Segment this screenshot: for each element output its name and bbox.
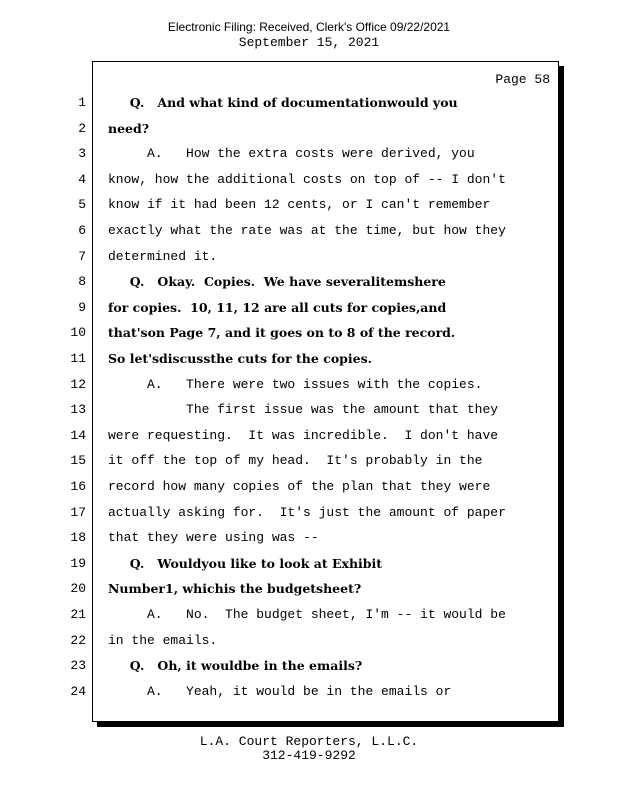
transcript-line [0, 298, 618, 318]
line-text: that'son Page 7, and it goes on to 8 of the record. [108, 325, 456, 341]
transcript-line [0, 272, 618, 292]
line-text: determined it. [108, 248, 218, 264]
line-number: 23 [70, 658, 86, 674]
filing-stamp: Electronic Filing: Received, Clerk's Office 09/22/2021 [167, 20, 451, 34]
transcript-line [0, 426, 618, 446]
transcript-line [0, 349, 618, 369]
line-number: 19 [70, 555, 86, 571]
line-text: in the emails. [108, 632, 218, 648]
transcript-line [0, 477, 618, 497]
line-text: A. How the extra costs were derived, you [108, 146, 475, 162]
line-number: 3 [78, 146, 86, 162]
line-number: 7 [78, 248, 86, 264]
line-number: 24 [70, 683, 86, 699]
transcript-line [0, 93, 618, 113]
line-number: 20 [70, 581, 86, 597]
line-number: 11 [70, 351, 86, 366]
transcript-line [0, 554, 618, 574]
transcript-date: September 15, 2021 [238, 35, 380, 50]
line-number: 14 [70, 427, 86, 443]
line-number: 13 [70, 402, 86, 418]
transcript-line [0, 451, 618, 471]
line-number: 9 [78, 299, 86, 315]
line-text: need? [108, 120, 150, 136]
line-number: 18 [70, 530, 86, 546]
line-text: know, how the additional costs on top of -- I don't [108, 171, 506, 187]
transcript-line [0, 170, 618, 190]
reporter-company: L.A. Court Reporters, L.L.C. [199, 734, 419, 749]
line-text: record how many copies of the plan that they were [108, 479, 491, 494]
transcript-line [0, 247, 618, 267]
line-text: were requesting. It was incredible. I don't have [108, 427, 499, 443]
transcript-line [0, 503, 618, 523]
line-number: 4 [78, 171, 86, 187]
transcript-line [0, 221, 618, 241]
line-text: Q. Wouldyou like to look at Exhibit [108, 555, 383, 571]
transcript-line [0, 144, 618, 164]
line-text: So let'sdiscussthe cuts for the copies. [108, 351, 372, 366]
line-text: Q. Okay. Copies. We have severalitemshere [108, 274, 446, 290]
line-text: it off the top of my head. It's probably in the [108, 453, 483, 469]
line-number: 10 [70, 325, 86, 341]
reporter-phone: 312-419-9292 [262, 748, 356, 763]
line-number: 2 [78, 120, 86, 136]
line-text: Q. And what kind of documentationwould you [108, 95, 458, 110]
transcript-line [0, 656, 618, 676]
transcript-line [0, 195, 618, 215]
line-text: exactly what the rate was at the time, but how they [108, 223, 506, 238]
line-number: 16 [70, 479, 86, 494]
line-text: know if it had been 12 cents, or I can't remember [108, 197, 491, 213]
transcript-line [0, 375, 618, 395]
transcript-line [0, 682, 618, 702]
line-text: A. There were two issues with the copies. [108, 376, 483, 392]
line-number: 12 [70, 376, 86, 392]
line-text: Q. Oh, it wouldbe in the emails? [108, 658, 363, 674]
line-number: 1 [78, 95, 86, 110]
line-text: The first issue was the amount that they [108, 402, 499, 418]
line-text: Number1, whichis the budgetsheet? [108, 581, 362, 597]
page-number: Page 58 [495, 72, 550, 87]
transcript-line [0, 605, 618, 625]
line-text: A. No. The budget sheet, I'm -- it would be [108, 607, 506, 622]
line-number: 21 [70, 607, 86, 622]
line-number: 15 [70, 453, 86, 469]
line-number: 22 [70, 632, 86, 648]
transcript-line [0, 528, 618, 548]
transcript-line [0, 119, 618, 139]
transcript-line [0, 400, 618, 420]
transcript-line [0, 579, 618, 599]
line-number: 17 [70, 504, 86, 520]
line-number: 6 [78, 223, 86, 238]
line-text: that they were using was -- [108, 530, 319, 546]
line-text: A. Yeah, it would be in the emails or [108, 683, 452, 699]
transcript-line [0, 631, 618, 651]
transcript-line [0, 323, 618, 343]
line-number: 8 [78, 274, 86, 290]
line-number: 5 [78, 197, 86, 213]
line-text: for copies. 10, 11, 12 are all cuts for copies,and [108, 299, 447, 315]
line-text: actually asking for. It's just the amount of paper [108, 504, 506, 520]
